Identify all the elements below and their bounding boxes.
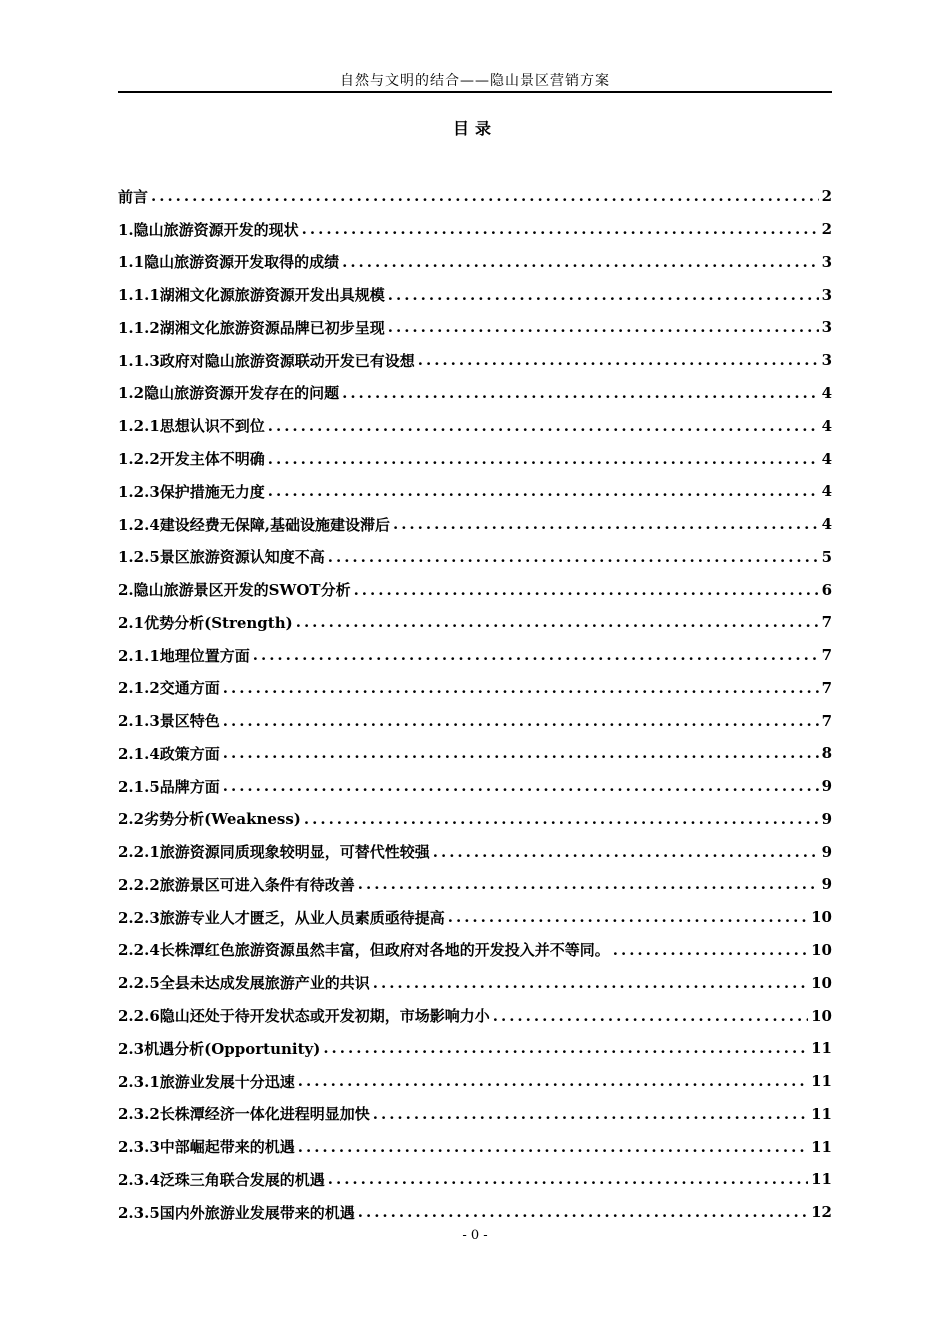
toc-dot-leader: [268, 482, 819, 500]
toc-entry-page: 9: [821, 842, 832, 861]
toc-dot-leader: [448, 908, 808, 926]
toc-entry-page: 2: [821, 220, 832, 239]
toc-entry-page: 12: [811, 1203, 832, 1222]
toc-entry-page: 5: [821, 547, 832, 566]
toc-entry-title: 2.3.4泛珠三角联合发展的机遇: [118, 1170, 325, 1189]
toc-entry[interactable]: [118, 311, 832, 344]
toc-dot-leader: [304, 810, 819, 828]
toc-dot-leader: [298, 1072, 808, 1090]
toc-dot-leader: [268, 417, 819, 435]
toc-entry-title: 1.1.2湖湘文化旅游资源品牌已初步呈现: [118, 318, 385, 337]
toc-entry[interactable]: [118, 704, 832, 737]
toc-dot-leader: [493, 1007, 808, 1025]
toc-entry-page: 7: [821, 613, 832, 632]
toc-entry-page: 10: [811, 940, 832, 959]
toc-entry[interactable]: [118, 671, 832, 704]
toc-dot-leader: [253, 646, 819, 664]
toc-entry-page: 11: [811, 1137, 832, 1156]
toc-entry[interactable]: [118, 835, 832, 868]
toc-entry[interactable]: [118, 1196, 832, 1229]
toc-entry-page: 3: [821, 351, 832, 370]
toc-entry-page: 9: [821, 777, 832, 796]
toc-entry[interactable]: [118, 1032, 832, 1065]
toc-entry-page: 7: [821, 678, 832, 697]
toc-dot-leader: [418, 351, 819, 369]
toc-dot-leader: [323, 1039, 808, 1057]
toc-entry-title: 2.1优势分析(Strength): [118, 613, 293, 632]
toc-entry-page: 3: [821, 252, 832, 271]
toc-dot-leader: [151, 187, 819, 205]
toc-title: 目录: [452, 119, 497, 138]
toc-dot-leader: [328, 548, 819, 566]
toc-dot-leader: [223, 712, 819, 730]
toc-entry-title: 2.3.2长株潭经济一体化进程明显加快: [118, 1105, 370, 1124]
toc-entry-title: 2.1.3景区特色: [118, 712, 220, 731]
toc-entry[interactable]: [118, 737, 832, 770]
toc-entry[interactable]: [118, 934, 832, 967]
toc-dot-leader: [433, 843, 819, 861]
toc-dot-leader: [342, 384, 818, 402]
toc-dot-leader: [298, 1138, 808, 1156]
toc-entry-title: 2.2.1旅游资源同质现象较明显，可替代性较强: [118, 843, 430, 862]
toc-dot-leader: [388, 286, 819, 304]
toc-entry[interactable]: [118, 278, 832, 311]
toc-entry-page: 11: [811, 1072, 832, 1091]
toc-dot-leader: [342, 253, 818, 271]
toc-dot-leader: [373, 974, 808, 992]
toc-entry[interactable]: [118, 508, 832, 541]
toc-dot-leader: [354, 581, 819, 599]
toc-entry-title: 2.2.3旅游专业人才匮乏，从业人员素质亟待提高: [118, 908, 445, 927]
toc-entry-page: 4: [821, 449, 832, 468]
toc-entry-page: 4: [821, 383, 832, 402]
toc-entry[interactable]: [118, 999, 832, 1032]
toc-entry-title: 2.2.6隐山还处于待开发状态或开发初期，市场影响力小: [118, 1007, 490, 1026]
toc-entry[interactable]: [118, 1130, 832, 1163]
toc-dot-leader: [393, 515, 819, 533]
toc-dot-leader: [358, 1203, 808, 1221]
toc-entry-title: 2.2.4长株潭红色旅游资源虽然丰富，但政府对各地的开发投入并不等同。: [118, 941, 610, 960]
toc-entry-page: 3: [821, 285, 832, 304]
toc-entry-page: 10: [811, 1006, 832, 1025]
toc-entry-page: 9: [821, 809, 832, 828]
toc-entry-title: 1.2.3保护措施无力度: [118, 482, 265, 501]
toc-entry[interactable]: [118, 1163, 832, 1196]
toc-entry-title: 1.1.1湖湘文化源旅游资源开发出具规模: [118, 286, 385, 305]
toc-entry-title: 2.2.5全县未达成发展旅游产业的共识: [118, 974, 370, 993]
toc-entry-title: 1.隐山旅游资源开发的现状: [118, 220, 299, 239]
toc-entry-title: 1.2隐山旅游资源开发存在的问题: [118, 384, 340, 403]
toc-dot-leader: [268, 450, 819, 468]
toc-entry-title: 2.3.5国内外旅游业发展带来的机遇: [118, 1203, 355, 1222]
toc-entry[interactable]: [118, 966, 832, 999]
toc-entry-page: 9: [821, 875, 832, 894]
toc-entry[interactable]: [118, 573, 832, 606]
header-rule: [118, 91, 832, 93]
toc-entry[interactable]: [118, 770, 832, 803]
toc-dot-leader: [373, 1105, 808, 1123]
toc-dot-leader: [358, 875, 819, 893]
toc-entry-page: 10: [811, 908, 832, 927]
toc-entry-title: 1.2.4建设经费无保障,基础设施建设滞后: [118, 515, 390, 534]
toc-entry-title: 2.3.3中部崛起带来的机遇: [118, 1138, 295, 1157]
toc-entry-title: 2.1.2交通方面: [118, 679, 220, 698]
page-number: - 0 -: [462, 1228, 488, 1243]
toc-entry-title: 2.1.5品牌方面: [118, 777, 220, 796]
toc-entry-page: 10: [811, 973, 832, 992]
toc-entry[interactable]: [118, 606, 832, 639]
toc-entry-title: 2.隐山旅游景区开发的SWOT分析: [118, 581, 351, 600]
toc-entry[interactable]: [118, 803, 832, 836]
toc-entry[interactable]: [118, 540, 832, 573]
toc-dot-leader: [388, 318, 819, 336]
toc-entry-page: 11: [811, 1170, 832, 1189]
toc-entry-page: 2: [821, 187, 832, 206]
toc-entry-page: 7: [821, 646, 832, 665]
toc-dot-leader: [296, 613, 819, 631]
toc-entry[interactable]: [118, 213, 832, 246]
toc-entry-title: 1.1隐山旅游资源开发取得的成绩: [118, 253, 340, 272]
toc-entry-page: 4: [821, 416, 832, 435]
toc-entry[interactable]: [118, 180, 832, 213]
toc-dot-leader: [613, 941, 808, 959]
toc-entry-title: 2.2劣势分析(Weakness): [118, 810, 301, 829]
toc-dot-leader: [328, 1170, 808, 1188]
toc-entry-page: 4: [821, 515, 832, 534]
toc-entry[interactable]: [118, 1097, 832, 1130]
toc-entry-page: 11: [811, 1039, 832, 1058]
toc-entry-title: 2.2.2旅游景区可进入条件有待改善: [118, 875, 355, 894]
toc-entry-title: 前言: [118, 187, 149, 206]
toc-entry[interactable]: [118, 639, 832, 672]
toc-entry-title: 2.1.1地理位置方面: [118, 646, 250, 665]
toc-entry[interactable]: [118, 1065, 832, 1098]
running-header: 自然与文明的结合——隐山景区营销方案: [340, 73, 610, 89]
toc-entry-title: 2.3.1旅游业发展十分迅速: [118, 1072, 295, 1091]
toc-dot-leader: [223, 679, 819, 697]
toc-entry[interactable]: [118, 377, 832, 410]
toc-entry-page: 11: [811, 1104, 832, 1123]
toc-entry-page: 3: [821, 318, 832, 337]
toc-entry-title: 1.2.1思想认识不到位: [118, 417, 265, 436]
toc-entry-page: 7: [821, 711, 832, 730]
toc-entry[interactable]: [118, 246, 832, 279]
toc-entry-page: 4: [821, 482, 832, 501]
toc-entry[interactable]: [118, 868, 832, 901]
toc-entry[interactable]: [118, 475, 832, 508]
toc-entry[interactable]: [118, 344, 832, 377]
toc-entry-title: 1.1.3政府对隐山旅游资源联动开发已有设想: [118, 351, 415, 370]
toc-entry-title: 1.2.5景区旅游资源认知度不高: [118, 548, 325, 567]
toc-dot-leader: [223, 744, 819, 762]
toc-entry-title: 2.3机遇分析(Opportunity): [118, 1039, 321, 1058]
toc-entry[interactable]: [118, 442, 832, 475]
toc-entry[interactable]: [118, 409, 832, 442]
toc-entry-title: 1.2.2开发主体不明确: [118, 450, 265, 468]
toc-dot-leader: [223, 777, 819, 795]
table-of-contents: [118, 180, 832, 1229]
toc-entry[interactable]: [118, 901, 832, 934]
toc-dot-leader: [302, 220, 819, 238]
toc-entry-title: 2.1.4政策方面: [118, 744, 220, 763]
toc-entry-page: 8: [821, 744, 832, 763]
toc-entry-page: 6: [821, 580, 832, 599]
